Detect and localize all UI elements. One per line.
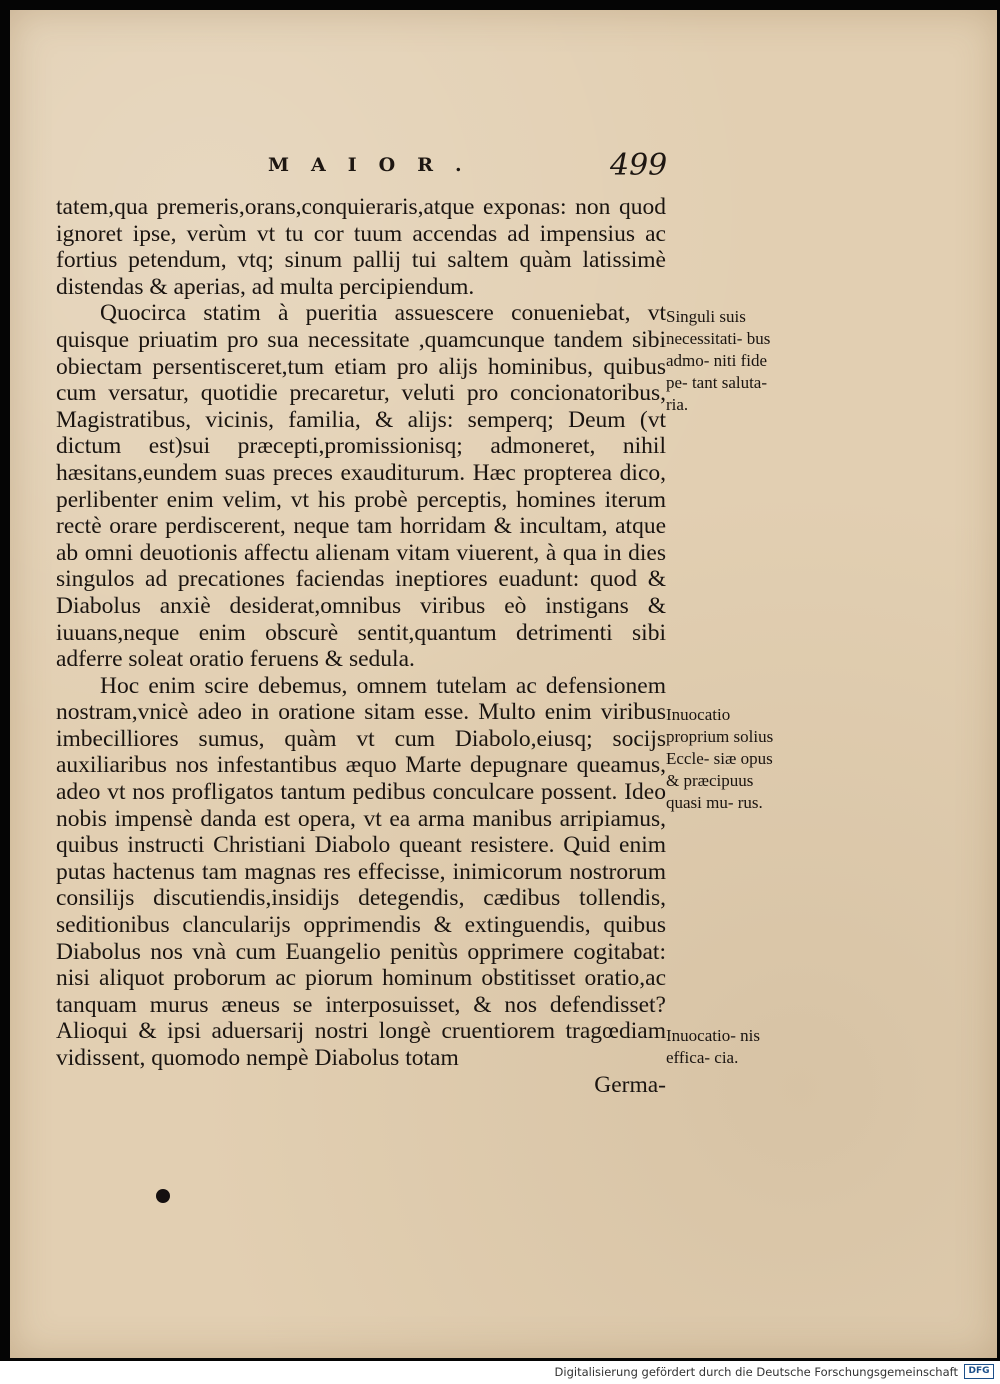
page-number: 499 — [610, 148, 668, 183]
funding-credit: Digitalisierung gefördert durch die Deutsche Forschungsgemeinschaft — [554, 1365, 958, 1379]
book-page — [10, 10, 997, 1358]
ink-dot — [156, 1189, 170, 1203]
margin-note-2: Inuocatio proprium solius Eccle- siæ opus & præcipuus quasi mu- rus. — [666, 705, 774, 812]
dfg-logo-icon: DFG — [964, 1364, 994, 1379]
main-text — [56, 194, 666, 1098]
catchword: Germa- — [594, 1071, 666, 1098]
paragraph-1: tatem,qua premeris,orans,conquieraris,atque exponas: non quod ignoret ipse, verùm vt tu cor tuum accendas ad impensius ac fortius petendum, vtq; sinum pallij tui saltem quàm latissimè distendas & aperias, ad multa percipiendum. — [56, 194, 666, 300]
running-head: MAIOR. — [268, 154, 484, 176]
margin-note-3: Inuocatio- nis effica- cia. — [666, 1026, 760, 1067]
margin-note-1: Singuli suis necessitati- bus admo- niti fide pe- tant saluta- ria. — [666, 307, 771, 414]
paragraph-3: Hoc enim scire debemus, omnem tutelam ac defensionem nostram,vnicè adeo in oratione sitam esse. Multo enim viribus imbecilliores sumus, quàm vt cum Diabolo,eiusq; socijs auxiliaribus nos infestantibus æquo Marte depugnare queamus, adeo vt nos profligatos tantum pedibus conculcare possent. Ideo nobis impensè danda est opera, vt ea arma manibus arripiamus, quibus instructi Christiani Diabolo queant resistere. Quid enim putas hactenus tam magnas res effecisse, inimicorum nostrorum consilijs discutiendis,insidijs detegendis, cædibus tollendis, seditionibus clancularijs opprimendis & extinguendis, quibus Diabolus nos vnà cum Euangelio penitùs opprimere cogitabat: nisi aliquot proborum ac piorum hominum obstitisset oratio,ac tanquam murus æneus se interposuisset, & nos defendisset? Alioqui & ipsi aduersarij nostri longè cruentiorem tragœdiam vidissent, quomodo nempè Diabolus totam — [56, 672, 666, 1071]
footer-band — [0, 1361, 1000, 1384]
paragraph-2: Quocirca statim à pueritia assuescere conueniebat, vt quisque priuatim pro sua necessitate ,quamcunque tandem sibi obiectam persentisceret,tum etiam pro alijs hominibus, quibus cum versatur, quotidie precaretur, veluti pro concionatoribus, Magistratibus, vicinis, familia, & alijs: semperq; Deum (vt dictum est)sui præcepti,promissionisq; admoneret, nihil hæsitans,eundem suas preces exauditurum. Hæc propterea dico, perlibenter enim velim, vt his probè perceptis, homines iterum rectè orare perdiscerent, neque tam horridam & incultam, atque ab omni deuotionis affectu alienam vitam viuerent, à qua in dies singulos ad precationes faciendas ineptiores euadunt: quod & Diabolus anxiè desiderat,omnibus viribus eò instigans & iuuans,neque enim obscurè sentit,quantum detrimenti sibi adferre soleat oratio feruens & sedula. — [56, 300, 666, 673]
page-header — [10, 148, 997, 188]
